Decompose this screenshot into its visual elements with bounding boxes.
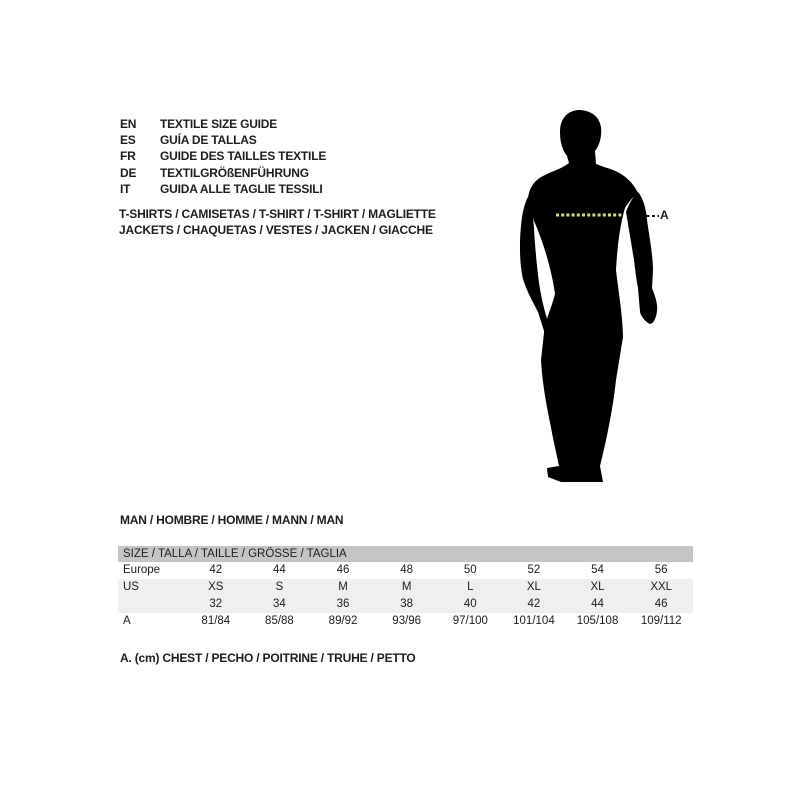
size-cell: 52 — [527, 564, 541, 576]
size-cell: 38 — [400, 598, 414, 610]
language-label: GUIDE DES TAILLES TEXTILE — [160, 149, 327, 164]
size-cell: 97/100 — [452, 615, 488, 627]
language-code: EN — [120, 117, 137, 131]
language-code: FR — [120, 149, 136, 164]
size-cell: 46 — [336, 564, 350, 576]
size-cell: 36 — [336, 598, 350, 610]
size-cell: 42 — [209, 564, 223, 576]
section-title-man: MAN / HOMBRE / HOMME / MANN / MAN — [120, 513, 344, 527]
table-row-europe — [118, 562, 693, 579]
size-cell: 48 — [400, 564, 414, 576]
size-cell: 85/88 — [265, 615, 294, 627]
category-line-tshirts: T-SHIRTS / CAMISETAS / T-SHIRT / T-SHIRT / MAGLIETTE — [119, 207, 436, 221]
category-line-jackets: JACKETS / CHAQUETAS / VESTES / JACKEN / GIACCHE — [119, 223, 433, 237]
language-code: ES — [120, 133, 136, 148]
size-cell: 40 — [463, 598, 477, 610]
size-cell: S — [275, 581, 284, 593]
size-cell: 54 — [591, 564, 604, 576]
size-table-header: SIZE / TALLA / TAILLE / GRÖSSE / TAGLIA — [118, 546, 693, 562]
language-row-it — [120, 181, 326, 197]
table-row-us — [118, 579, 693, 596]
silhouette-torso-path — [528, 110, 638, 482]
size-cell: 81/84 — [201, 615, 231, 627]
size-table — [118, 546, 693, 630]
size-cell: 46 — [654, 598, 668, 610]
row-label: Europe — [123, 564, 161, 576]
man-silhouette — [520, 110, 657, 482]
language-row-fr — [120, 148, 326, 164]
size-cell: 93/96 — [392, 615, 422, 627]
size-cell: 109/112 — [640, 615, 682, 627]
size-cell: 44 — [591, 598, 604, 610]
language-list — [120, 116, 326, 197]
size-cell: 105/108 — [576, 615, 619, 627]
man-silhouette-figure — [503, 108, 663, 488]
table-row-chest-a — [118, 613, 693, 630]
size-cell: 101/104 — [513, 615, 555, 627]
size-cell: XL — [590, 581, 605, 593]
language-code: IT — [120, 181, 131, 196]
table-row-us-numeric — [118, 596, 693, 613]
size-cell: 56 — [654, 564, 668, 576]
silhouette-right-arm-path — [626, 192, 657, 324]
language-label: TEXTILGRÖßENFÜHRUNG — [160, 165, 309, 180]
size-cell: XXL — [650, 581, 673, 593]
language-row-de — [120, 165, 326, 181]
language-row-en — [120, 116, 326, 132]
size-cell: 32 — [209, 598, 223, 610]
size-cell: M — [401, 581, 412, 593]
language-label: GUIDA ALLE TAGLIE TESSILI — [160, 181, 323, 196]
size-cell: 34 — [273, 598, 286, 610]
size-cell: XS — [208, 581, 224, 593]
footnote-chest-measure: A. (cm) CHEST / PECHO / POITRINE / TRUHE / PETTO — [120, 651, 416, 665]
size-cell: 50 — [463, 564, 477, 576]
size-cell: 42 — [527, 598, 541, 610]
language-label: TEXTILE SIZE GUIDE — [160, 117, 278, 131]
garment-categories — [119, 206, 436, 238]
measure-label-a: A — [660, 208, 669, 222]
size-cell: M — [338, 581, 348, 593]
size-cell: 44 — [273, 564, 286, 576]
language-code: DE — [120, 165, 137, 180]
size-cell: 89/92 — [328, 615, 358, 627]
row-label: US — [123, 581, 139, 593]
language-label: GUÍA DE TALLAS — [160, 133, 257, 148]
size-cell: XL — [526, 581, 541, 593]
language-row-es — [120, 132, 326, 148]
row-label: A — [123, 615, 131, 627]
size-cell: L — [467, 581, 474, 593]
